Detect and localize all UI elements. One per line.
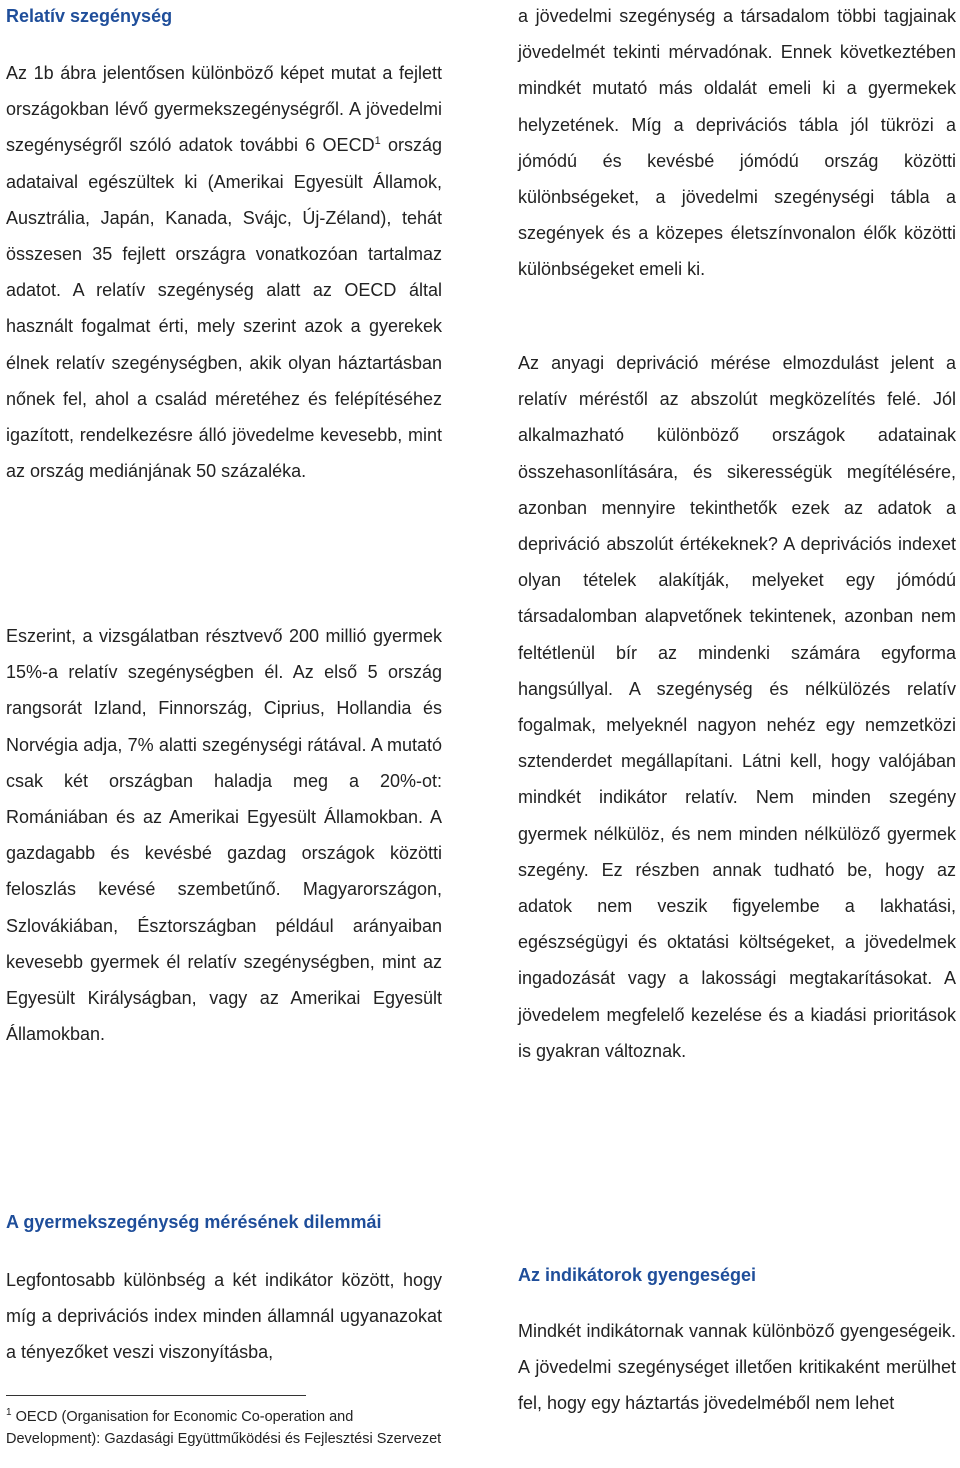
paragraph-text: Az 1b ábra jelentősen különböző képet mutat a fejlett országokban lévő gyermekszegénységről. A jövedelmi szegénységről szóló adatok további 6 OECD — [6, 63, 442, 156]
footnote-number: 1 — [6, 1407, 12, 1419]
paragraph-poverty-rates: Eszerint, a vizsgálatban résztvevő 200 millió gyermek 15%-a relatív szegénységben él. Az első 5 ország rangsorát Izland, Finnország, Ciprius, Hollandia és Norvégia adja, 7% alatti szegénységi rátával. A mutató csak két országban haladja meg a 20%-ot: Romániában és az Amerikai Egyesült Államokban. A gazdagabb és kevésbé gazdag országok közötti feloszlás kevésé szembetűnő. Magyarországon, Szlovákiában, Észtországban például arányaiban kevesebb gyermek él relatív szegénységben, mint az Egyesült Királyságban, vagy az Amerikai Egyesült Államokban. — [6, 626, 442, 1045]
heading-measurement-dilemmas: A gyermekszegénység mérésének dilemmái — [6, 1212, 382, 1232]
footnote-ref[interactable]: 1 — [374, 135, 381, 148]
paragraph-text: ország adataival egészültek ki (Amerikai Egyesült Államok, Ausztrália, Japán, Kanada, Svájc, Új-Zéland), tehát összesen 35 fejlett országra vonatkozóan tartalmaz adatot. A relatív szegénység alatt az OECD által használt fogalmat érti, mely szerint azok a gyerekek élnek relatív szegénységben, akik olyan háztartásban nőnek fel, ahol a család méretéhez és felépítéséhez igazított, rendelkezésre álló jövedelme kevesebb, mint az ország mediánjának 50 százaléka. — [6, 135, 443, 482]
footnote-text: OECD (Organisation for Economic Co-operation and Development): Gazdasági Együttműködési és Fejlesztési Szervezet — [6, 1409, 442, 1447]
footnote-separator — [6, 1395, 306, 1396]
paragraph-material-deprivation: Az anyagi depriváció mérése elmozdulást jelent a relatív méréstől az abszolút megközelítés felé. Jól alkalmazható különböző országok adatainak összehasonlítására, és sikerességük megítélésére, azonban mennyire tekinthetők ezek az adatok a depriváció abszolút értékeknek? A deprivációs indexet olyan tételek alakítják, melyeket egy jómódú társadalomban alapvetőnek tekintenek, azonban nem feltétlenül bír az mindenki számára egyforma hangsúllyal. A szegénység és nélkülözés relatív fogalmak, melyeknél nagyon nehéz egy nemzetközi sztenderdet megállapítani. Látni kell, hogy valójában mindkét indikátor relatív. Nem minden szegény gyermek nélkülöz, és nem minden nélkülöző gyermek szegény. Ez részben annak tudható be, hogy az adatok nem veszik figyelembe a lakhatási, egészségügyi és oktatási költségeket, a jövedelmek ingadozását vagy a lakossági megtakarításokat. A jövedelem megfelelő kezelése és a kiadási prioritások is gyakran változnak. — [518, 353, 956, 1061]
paragraph-indicator-weaknesses: Mindkét indikátornak vannak különböző gyengeségeik. A jövedelmi szegénységet illetően kritikaként merülhet fel, hogy egy háztartás jövedelméből nem lehet — [518, 1321, 956, 1414]
paragraph-relative-poverty — [6, 55, 442, 489]
heading-indicator-weaknesses: Az indikátorok gyengeségei — [518, 1265, 757, 1285]
footnote — [6, 1406, 446, 1450]
paragraph-income-poverty: a jövedelmi szegénység a társadalom többi tagjainak jövedelmét tekinti mérvadónak. Ennek következtében mindkét mutató más oldalát emeli ki a gyermekek helyzetének. Míg a deprivációs tábla jól tükrözi a jómódú és kevésbé jómódú ország közötti különbségeket, a jövedelmi szegénységi tábla a szegények és a közepes életszínvonalon élők közötti különbségeket emeli ki. — [518, 6, 956, 280]
heading-relative-poverty: Relatív szegénység — [6, 6, 173, 26]
paragraph-indicator-difference: Legfontosabb különbség a két indikátor között, hogy míg a deprivációs index minden államnál ugyanazokat a tényezőket veszi viszonyításba, — [6, 1270, 442, 1363]
